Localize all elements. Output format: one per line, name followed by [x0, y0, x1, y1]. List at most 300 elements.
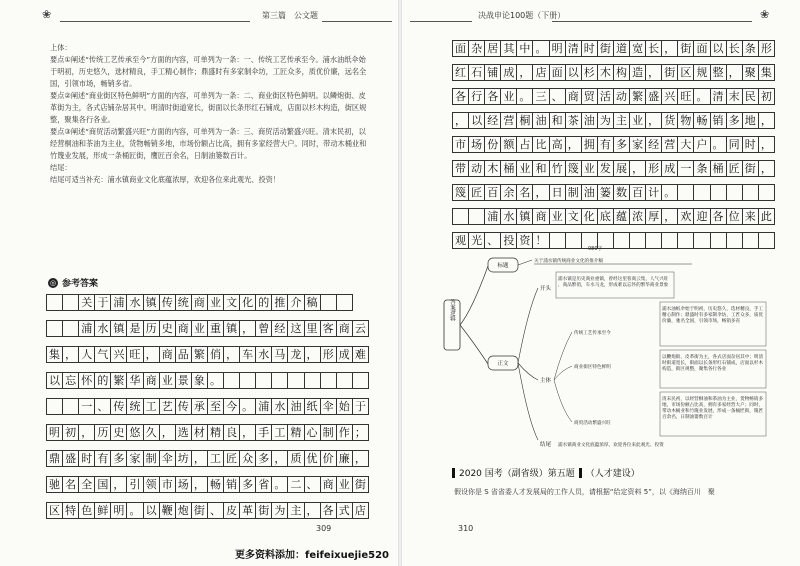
grid-cell: 于 [94, 294, 111, 311]
grid-cell: 是 [126, 320, 143, 337]
book-title: 决战申论100题（下册） [478, 11, 566, 20]
grid-cell: 商 [320, 476, 337, 493]
grid-cell [352, 372, 369, 389]
grid-cell: ， [758, 160, 775, 177]
grid-cell [320, 294, 337, 311]
grid-cell: 经 [271, 320, 288, 337]
grid-cell: ， [758, 136, 775, 153]
grid-cell: 引 [126, 476, 143, 493]
grid-row [46, 398, 368, 415]
chapter-title: 第三篇 公文题 [262, 11, 318, 20]
grid-cell: 集 [758, 64, 775, 81]
grid-cell: 水 [126, 294, 143, 311]
grid-cell: 浦 [110, 294, 127, 311]
grid-row [46, 320, 368, 337]
grid-cell [661, 232, 678, 249]
grid-cell: 营 [661, 136, 678, 153]
grid-cell [742, 232, 759, 249]
grid-row [46, 450, 368, 467]
grid-cell: ， [110, 476, 127, 493]
grid-cell: 鞭 [159, 502, 176, 519]
paragraph: 上体： [50, 43, 72, 52]
grid-cell: 木 [484, 160, 501, 177]
grid-cell: 各 [484, 88, 501, 105]
grid-cell: 位 [726, 208, 743, 225]
grid-cell [46, 398, 63, 415]
grid-cell: 全 [78, 476, 95, 493]
mindmap-branch3-text: 清末民初，以经营桐油和茶油为主业，货物畅销多地，市场份额占比高，拥有多家经营大户；同时，带动木桶业和竹篾业发展，形成一条桶匠街，篾匠百余名，日制油篓数百计 [662, 397, 764, 420]
grid-cell [255, 372, 272, 389]
header-rule [322, 21, 392, 22]
grid-cell: 厚 [645, 208, 662, 225]
grid-cell: 浓 [629, 208, 646, 225]
grid-cell: 、 [304, 476, 321, 493]
grid-cell: 场 [468, 136, 485, 153]
grid-row [46, 502, 368, 519]
paragraph: 要点③阐述“商贸活动繁盛兴旺”方面的内容，可单列为一条：三、商贸活动繁盛兴旺。清末民初，以经营桐油和茶油为主业，货物畅销多地，市场份额占比高，拥有多家经营大户。同时，带动木桶业和竹篾业发展，形成一条桶匠街，鹰匠百余名，日制油篓数百计。 [50, 127, 367, 160]
flower-ornament-icon: ❀ [42, 8, 52, 21]
grid-cell: 畅 [693, 112, 710, 129]
grid-cell: 杂 [468, 40, 485, 57]
grid-cell: 。 [239, 398, 256, 415]
answer-title: 参考答案 [62, 279, 99, 289]
grid-cell: ， [304, 346, 321, 363]
grid-cell [645, 232, 662, 249]
grid-cell: ， [191, 476, 208, 493]
grid-cell: 活 [597, 88, 614, 105]
grid-cell: 。 [126, 502, 143, 519]
grid-cell: ， [239, 424, 256, 441]
grid-cell: 。 [693, 88, 710, 105]
grid-cell: 统 [126, 398, 143, 415]
grid-cell: 投 [500, 232, 517, 249]
grid-cell: 和 [532, 160, 549, 177]
grid-cell: 镇 [223, 320, 240, 337]
grid-row [452, 64, 774, 81]
grid-cell: 余 [500, 184, 517, 201]
grid-cell: 。 [516, 88, 533, 105]
grid-cell: 百 [484, 184, 501, 201]
grid-cell: 商 [565, 88, 582, 105]
grid-cell: 名 [62, 476, 79, 493]
grid-cell: 构 [613, 64, 630, 81]
grid-cell: 二 [287, 476, 304, 493]
grid-cell: 纸 [304, 398, 321, 415]
grid-cell: 坊 [175, 450, 192, 467]
grid-cell: 货 [661, 112, 678, 129]
grid-cell: 。 [661, 184, 678, 201]
grid-cell: 场 [175, 476, 192, 493]
grid-cell: 长 [726, 40, 743, 57]
grid-cell: 和 [549, 112, 566, 129]
grid-cell: 户 [693, 136, 710, 153]
grid-cell: 制 [143, 450, 160, 467]
mindmap-opening-text: 浦水镇是历史商业重镇，曾经这里客商云集，人气兴旺，商品繁俏，车水马龙，形成难以忘怀的繁华商业景象 [558, 277, 669, 288]
grid-cell: 怀 [78, 372, 95, 389]
grid-cell: 历 [94, 424, 111, 441]
grid-cell: 面 [452, 40, 469, 57]
grid-cell [452, 208, 469, 225]
grid-cell: 业 [549, 208, 566, 225]
grid-cell: 业 [500, 88, 517, 105]
grid-cell: 鲜 [94, 502, 111, 519]
grid-cell: 革 [239, 502, 256, 519]
grid-cell: 水 [94, 320, 111, 337]
grid-cell: 成 [500, 64, 517, 81]
grid-cell: 制 [320, 424, 337, 441]
mindmap-ending-label: 结尾 [540, 442, 552, 448]
grid-cell: ， [629, 160, 646, 177]
grid-cell: 业 [629, 112, 646, 129]
grid-cell: 长 [645, 40, 662, 57]
grid-row [452, 136, 774, 153]
grid-cell: 盛 [645, 88, 662, 105]
grid-cell: 红 [452, 64, 469, 81]
grid-cell: 道 [613, 40, 630, 57]
grid-cell: 品 [175, 346, 192, 363]
grid-cell: 额 [500, 136, 517, 153]
grid-cell: 区 [46, 502, 63, 519]
grid-cell: 繁 [629, 88, 646, 105]
grid-cell: ， [661, 40, 678, 57]
grid-cell: 底 [597, 208, 614, 225]
grid-cell: 鼎 [46, 450, 63, 467]
grid-cell: 行 [468, 88, 485, 105]
grid-cell: 茶 [565, 112, 582, 129]
grid-cell: 资 [516, 232, 533, 249]
paragraph: 要点①阐述“传统工艺传承至今”方面的内容，可单列为一条：一、传统工艺传承至今。浦水油纸伞始于明初，历史悠久，选材精良，手工精心制作；鼎盛时有多家制伞坊，工匠众多，质优价廉，远名全国，引领市场，畅销多省。 [50, 55, 367, 88]
mindmap-branch1-text: 浦水油纸伞始于明初，历史悠久，选材精良，手工精心制作；鼎盛时有多家制伞坊，工匠众多，质优价廉，驰名全国，引领市场，畅销多省 [662, 307, 764, 324]
grid-row [452, 208, 774, 225]
header-rule [410, 21, 472, 22]
grid-cell: 迎 [693, 208, 710, 225]
grid-cell: 初 [62, 424, 79, 441]
grid-cell: 末 [726, 88, 743, 105]
grid-cell: 街 [677, 40, 694, 57]
grid-cell: 数 [613, 184, 630, 201]
grid-cell: 以 [468, 112, 485, 129]
grid-cell: 、 [484, 232, 501, 249]
grid-cell: 聚 [742, 64, 759, 81]
grid-cell: 浦 [484, 208, 501, 225]
grid-cell: 集 [46, 346, 63, 363]
grid-cell: 物 [677, 112, 694, 129]
grid-cell [758, 184, 775, 201]
grid-cell: 时 [78, 450, 95, 467]
grid-cell [304, 372, 321, 389]
grid-cell: 占 [516, 136, 533, 153]
grid-cell: 马 [271, 346, 288, 363]
grid-cell: 桐 [516, 112, 533, 129]
grid-cell: 畅 [207, 476, 224, 493]
grid-cell: 欢 [677, 208, 694, 225]
grid-cell: 市 [159, 476, 176, 493]
flower-ornament-icon: ❀ [760, 8, 770, 21]
grid-cell: 形 [320, 346, 337, 363]
grid-cell [629, 232, 646, 249]
grid-cell [468, 208, 485, 225]
grid-cell: 推 [271, 294, 288, 311]
grid-row [452, 160, 774, 177]
grid-cell: 石 [468, 64, 485, 81]
grid-cell: 伞 [320, 398, 337, 415]
grid-cell: 三 [532, 88, 549, 105]
mindmap-branch3-label: 商贸活动繁盛兴旺 [574, 421, 611, 426]
grid-row [452, 184, 774, 201]
grid-cell: ， [143, 346, 160, 363]
grid-cell: 炮 [175, 502, 192, 519]
grid-cell: 蕴 [613, 208, 630, 225]
grid-cell: 匠 [726, 160, 743, 177]
grid-cell: 明 [549, 40, 566, 57]
grid-cell [742, 184, 759, 201]
word-count: 980字 [588, 246, 603, 252]
grid-cell: 销 [710, 112, 727, 129]
grid-cell: 各 [452, 88, 469, 105]
grid-cell: 今 [223, 398, 240, 415]
grid-cell: 特 [62, 502, 79, 519]
grid-cell: 文 [223, 294, 240, 311]
grid-cell: 多 [613, 136, 630, 153]
grid-cell: 商 [532, 208, 549, 225]
grid-cell: 重 [207, 320, 224, 337]
grid-cell: 比 [532, 136, 549, 153]
grid-cell: ， [62, 346, 79, 363]
mindmap-opening-label: 开头 [540, 286, 552, 292]
grid-row [46, 372, 368, 389]
grid-row [452, 112, 774, 129]
grid-cell: 商 [336, 320, 353, 337]
grid-cell: 市 [452, 136, 469, 153]
grid-row [46, 476, 368, 493]
mindmap-title-text: 关于浦水镇传统商业文化的推介稿 [534, 259, 603, 264]
grid-cell: 价 [320, 450, 337, 467]
grid-cell: 选 [175, 424, 192, 441]
grid-cell: 史 [159, 320, 176, 337]
grid-cell [693, 184, 710, 201]
grid-cell: 史 [110, 424, 127, 441]
grid-row [46, 346, 368, 363]
grid-cell: 街 [742, 160, 759, 177]
answer-icon: ◎ [49, 278, 57, 287]
grid-cell: 承 [191, 398, 208, 415]
grid-cell: 繁 [191, 346, 208, 363]
grid-cell: ； [352, 424, 369, 441]
grid-row [452, 232, 774, 249]
grid-cell: 悠 [126, 424, 143, 441]
grid-cell: 关 [78, 294, 95, 311]
grid-cell: ， [78, 424, 95, 441]
grid-cell: ， [304, 502, 321, 519]
grid-cell: 精 [287, 424, 304, 441]
grid-cell: 各 [710, 208, 727, 225]
grid-cell: 镇 [516, 208, 533, 225]
grid-cell: 水 [271, 398, 288, 415]
grid-cell: 形 [758, 40, 775, 57]
grid-cell: 精 [207, 424, 224, 441]
grid-row [46, 424, 368, 441]
grid-cell: 于 [352, 398, 369, 415]
grid-cell: ， [516, 64, 533, 81]
grid-cell: 时 [581, 40, 598, 57]
grid-row [452, 40, 774, 57]
grid-cell: 街 [191, 502, 208, 519]
grid-cell: 艺 [159, 398, 176, 415]
grid-cell: 镇 [143, 294, 160, 311]
grid-cell: 杉 [581, 64, 598, 81]
grid-cell [336, 372, 353, 389]
grid-cell: 的 [94, 372, 111, 389]
grid-cell: 店 [532, 64, 549, 81]
grid-cell: 经 [484, 112, 501, 129]
mindmap-branch1-label: 传统工艺传承至今 [574, 331, 611, 336]
grid-cell [320, 372, 337, 389]
grid-cell: 车 [239, 346, 256, 363]
grid-cell: 桶 [710, 160, 727, 177]
grid-cell: 营 [500, 112, 517, 129]
grid-cell: 人 [78, 346, 95, 363]
grid-cell: ， [191, 450, 208, 467]
mindmap-root: 答案逻辑 [449, 299, 455, 321]
grid-cell: 桶 [500, 160, 517, 177]
grid-cell [62, 320, 79, 337]
grid-cell: 匠 [223, 450, 240, 467]
grid-cell [223, 372, 240, 389]
grid-cell: 地 [742, 112, 759, 129]
grid-cell: 云 [352, 320, 369, 337]
grid-cell: 水 [255, 346, 272, 363]
grid-cell: 来 [742, 208, 759, 225]
grid-cell: ， [726, 64, 743, 81]
grid-cell: 业 [581, 160, 598, 177]
grid-cell: 工 [271, 424, 288, 441]
grid-cell: 以 [143, 502, 160, 519]
grid-cell: 面 [549, 64, 566, 81]
grid-cell: ， [645, 64, 662, 81]
grid-cell: 中 [516, 40, 533, 57]
grid-cell: 此 [758, 208, 775, 225]
grid-cell: 其 [500, 40, 517, 57]
grid-cell: 化 [581, 208, 598, 225]
grid-cell: 日 [549, 184, 566, 201]
grid-cell: 色 [78, 502, 95, 519]
grid-cell: 式 [336, 502, 353, 519]
grid-cell: 稿 [304, 294, 321, 311]
header-rule [552, 21, 752, 22]
page-number: 309 [316, 524, 332, 533]
grid-cell: 多 [110, 450, 127, 467]
grid-cell: 高 [549, 136, 566, 153]
grid-cell: 作 [336, 424, 353, 441]
section-bar [452, 468, 455, 478]
grid-cell: 居 [484, 40, 501, 57]
grid-cell: 展 [613, 160, 630, 177]
grid-cell: 区 [677, 64, 694, 81]
mindmap-main-node: 正文 [497, 361, 509, 367]
grid-cell: 为 [597, 112, 614, 129]
grid-cell: 形 [645, 160, 662, 177]
grid-cell [726, 232, 743, 249]
grid-cell: 曾 [255, 320, 272, 337]
grid-cell: 时 [742, 136, 759, 153]
grid-cell: ， [159, 424, 176, 441]
grid-cell: 整 [710, 64, 727, 81]
grid-cell: ， [661, 208, 678, 225]
grid-cell: 工 [143, 398, 160, 415]
grid-cell [613, 232, 630, 249]
grid-cell: 兴 [661, 88, 678, 105]
grid-cell: 大 [677, 136, 694, 153]
section-heading [452, 466, 640, 479]
answer-heading [48, 276, 98, 289]
grid-cell: 久 [143, 424, 160, 441]
grid-cell: 俏 [207, 346, 224, 363]
grid-cell: 篾 [452, 184, 469, 201]
grid-cell: 始 [336, 398, 353, 415]
grid-cell: 质 [287, 450, 304, 467]
grid-cell: 里 [304, 320, 321, 337]
grid-cell: 华 [126, 372, 143, 389]
grid-cell: 业 [516, 160, 533, 177]
grid-cell: 销 [223, 476, 240, 493]
grid-cell: 优 [304, 450, 321, 467]
grid-cell: 贸 [581, 88, 598, 105]
grid-cell: 传 [110, 398, 127, 415]
grid-cell: 景 [175, 372, 192, 389]
grid-cell: 难 [352, 346, 369, 363]
grid-cell: 条 [742, 40, 759, 57]
grid-cell: 造 [629, 64, 646, 81]
grid-cell: 的 [255, 294, 272, 311]
grid-cell: 铺 [484, 64, 501, 81]
grid-cell: 街 [352, 476, 369, 493]
grid-cell: 。 [532, 40, 549, 57]
grid-cell: ， [758, 112, 775, 129]
grid-cell: 动 [613, 88, 630, 105]
grid-cell: ， [239, 320, 256, 337]
grid-cell: 业 [207, 294, 224, 311]
footer-contact: 更多资料添加：feifeixuejie520 [235, 550, 389, 561]
grid-cell: 浦 [78, 320, 95, 337]
page-number: 310 [458, 524, 474, 533]
grid-cell: 发 [597, 160, 614, 177]
grid-cell: 篓 [597, 184, 614, 201]
grid-cell: 、 [549, 88, 566, 105]
grid-cell: 气 [94, 346, 111, 363]
grid-cell: 至 [207, 398, 224, 415]
grid-cell: 领 [143, 476, 160, 493]
answer-logic-mindmap [442, 250, 782, 450]
mindmap-title-node: 标题 [497, 263, 509, 269]
grid-cell: 有 [597, 136, 614, 153]
grid-cell: 有 [94, 450, 111, 467]
grid-cell: 驰 [46, 476, 63, 493]
grid-cell: 。 [271, 476, 288, 493]
grid-cell: 传 [175, 398, 192, 415]
grid-cell [726, 184, 743, 201]
grid-cell: 、 [94, 398, 111, 415]
grid-cell: 油 [581, 112, 598, 129]
paragraph: 要点②阐述“商业街区特色鲜明”方面的内容，可单列为一条：二、商业街区特色鲜明。以鳞炮街、皮革街为主，各式店铺杂居其中。明清时街道宽长，街面以长条形红石铺成，店面以杉木构造，街区规整，聚集各行各业。 [50, 91, 367, 124]
grid-cell [46, 294, 63, 311]
grid-cell: 业 [191, 320, 208, 337]
grid-cell: 手 [255, 424, 272, 441]
grid-cell: 客 [320, 320, 337, 337]
grid-cell: 份 [484, 136, 501, 153]
grid-cell: 心 [304, 424, 321, 441]
grid-cell: 为 [271, 502, 288, 519]
grid-cell: 清 [565, 40, 582, 57]
